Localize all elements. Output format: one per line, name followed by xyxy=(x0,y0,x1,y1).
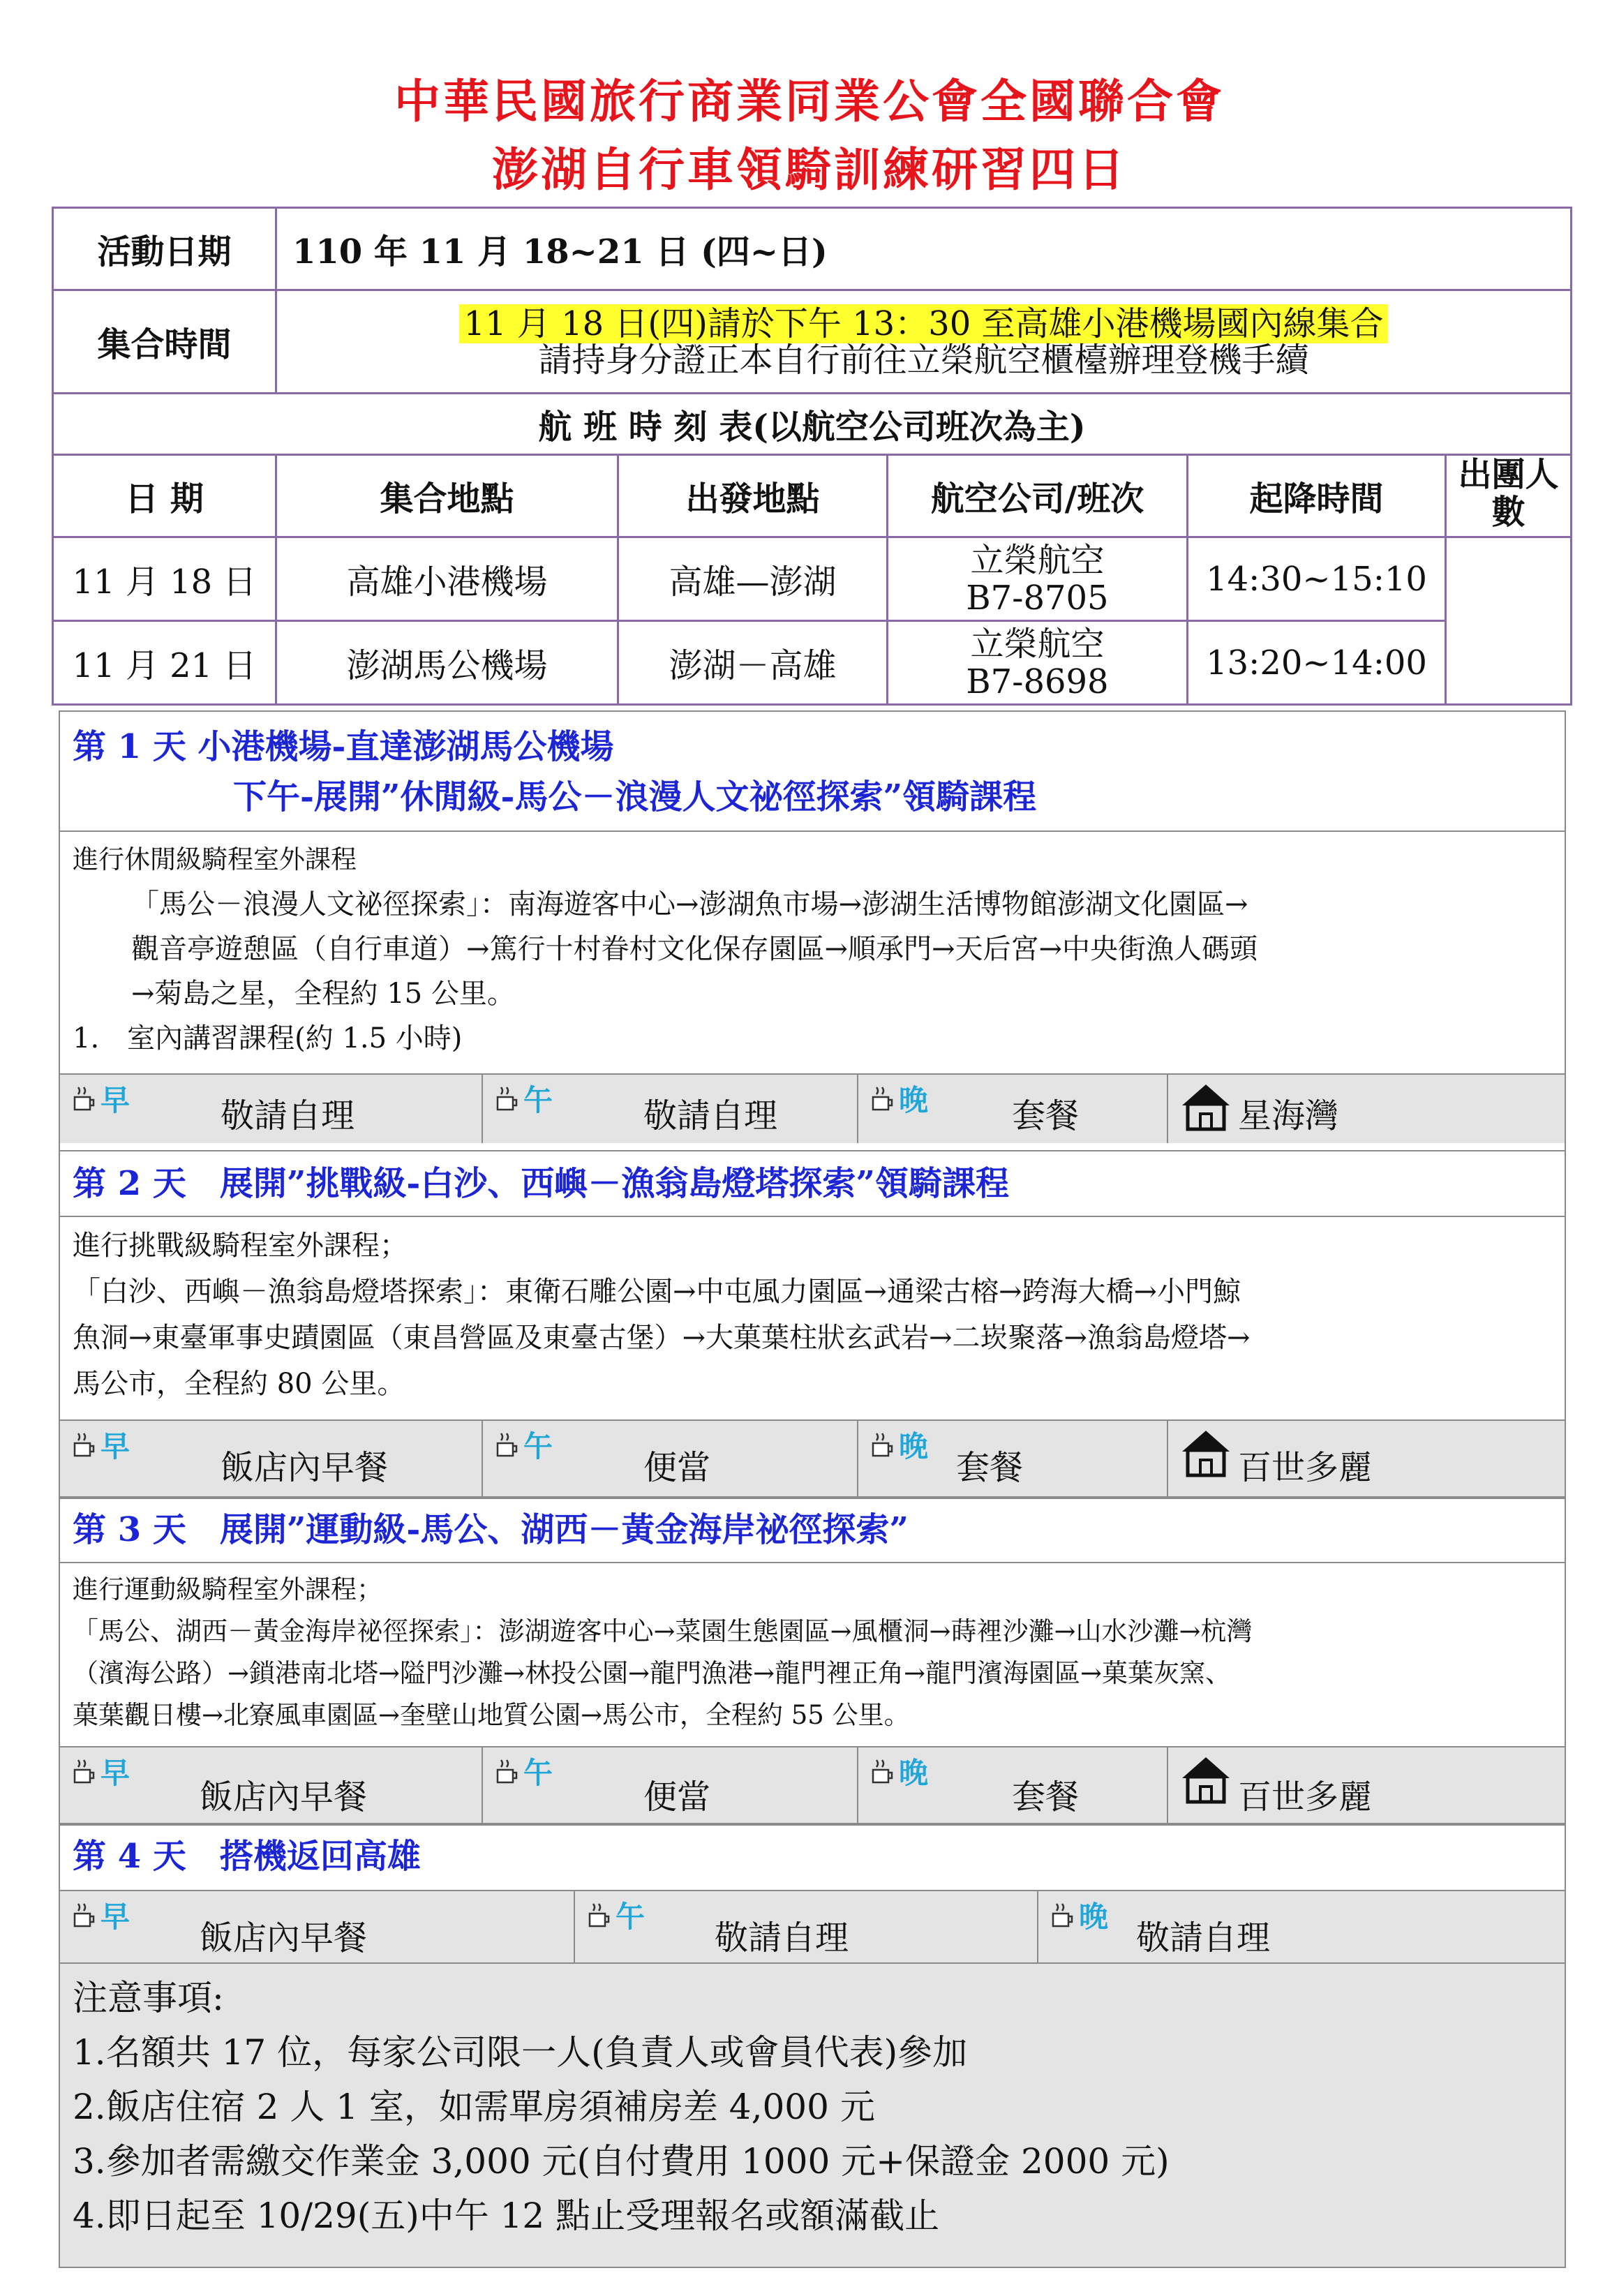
desc-line: →菊島之星，全程約 15 公里。 xyxy=(131,978,515,1010)
day-2-description xyxy=(60,1217,1565,1419)
day-4-meals xyxy=(60,1890,1565,1962)
day-3-title: 第 3 天 展開”運動級-馬公、湖西－黃金海岸祕徑探索” xyxy=(73,1510,909,1549)
table-row xyxy=(53,621,1572,705)
list-item: 1.名額共 17 位，每家公司限一人(負責人或會員代表)參加 xyxy=(73,2032,968,2073)
gather-time-note: 請持身分證正本自行前往立榮航空櫃檯辦理登機手續 xyxy=(538,340,1309,380)
lunch-cell xyxy=(575,1891,1038,1962)
dinner-text: 套餐 xyxy=(1012,1096,1080,1135)
dinner-tag: 晚 xyxy=(871,1750,928,1792)
dinner-cell xyxy=(858,1075,1168,1143)
coffee-cup-icon xyxy=(871,1084,896,1112)
list-item: 4.即日起至 10/29(五)中午 12 點止受理報名或額滿截止 xyxy=(73,2196,940,2236)
day-1-subtitle: 下午-展開”休閒級-馬公－浪漫人文祕徑探索”領騎課程 xyxy=(233,777,1037,817)
day-3-heading xyxy=(60,1498,1565,1563)
flight-date: 11 月 21 日 xyxy=(53,621,276,705)
lunch-cell xyxy=(483,1421,858,1498)
document-title: 中華民國旅行商業同業公會全國聯合會 xyxy=(394,74,1225,128)
flight-airline xyxy=(888,537,1188,621)
hotel-text: 百世多麗 xyxy=(1238,1448,1373,1487)
desc-line: 「白沙、西嶼－漁翁島燈塔探索」：東衛石雕公園→中屯風力園區→通梁古榕→跨海大橋→小門鯨 xyxy=(73,1276,1241,1308)
dinner-cell xyxy=(858,1421,1168,1498)
coffee-cup-icon xyxy=(73,1084,98,1112)
gather-time-highlight: 11 月 18 日(四)請於下午 13：30 至高雄小港機場國內線集合 xyxy=(459,304,1387,343)
coffee-cup-icon xyxy=(495,1084,521,1112)
flight-route: 高雄—澎湖 xyxy=(618,537,888,621)
hotel-text: 星海灣 xyxy=(1238,1096,1339,1135)
day-4-block xyxy=(59,1823,1566,1962)
desc-line: 「馬公、湖西－黃金海岸祕徑探索」：澎湖遊客中心→菜園生態園區→風櫃洞→蒔裡沙灘→山水沙灘→杭灣 xyxy=(73,1616,1253,1646)
breakfast-tag: 早 xyxy=(73,1078,130,1119)
coffee-cup-icon xyxy=(495,1431,521,1459)
flight-count-cell xyxy=(1446,537,1572,705)
flight-header-date: 日 期 xyxy=(53,455,276,537)
breakfast-cell xyxy=(60,1891,575,1962)
desc-line: 1. 室內講習課程(約 1.5 小時) xyxy=(73,1022,463,1054)
dinner-tag: 晚 xyxy=(871,1078,928,1119)
dinner-text: 敬請自理 xyxy=(1136,1918,1271,1958)
hotel-cell xyxy=(1168,1421,1565,1498)
flight-route: 澎湖－高雄 xyxy=(618,621,888,705)
desc-line: 觀音亭遊憩區（自行車道）→篤行十村眷村文化保存園區→順承門→天后宮→中央街漁人碼頭 xyxy=(131,933,1258,965)
activity-date-label: 活動日期 xyxy=(53,208,276,290)
desc-line: 進行運動級騎程室外課程； xyxy=(73,1574,382,1604)
dinner-cell xyxy=(858,1747,1168,1824)
lunch-tag: 午 xyxy=(495,1424,553,1466)
breakfast-text: 飯店內早餐 xyxy=(221,1448,389,1487)
lunch-text: 敬請自理 xyxy=(643,1096,778,1135)
lunch-text: 便當 xyxy=(643,1777,711,1817)
coffee-cup-icon xyxy=(1051,1901,1076,1929)
day-1-meals xyxy=(60,1073,1565,1143)
house-icon xyxy=(1179,1753,1232,1806)
day-2-meals xyxy=(60,1419,1565,1498)
lunch-text: 敬請自理 xyxy=(715,1918,849,1958)
flight-number: B7-8698 xyxy=(966,662,1109,701)
breakfast-tag: 早 xyxy=(73,1424,130,1466)
flight-schedule-title: 航 班 時 刻 表(以航空公司班次為主) xyxy=(53,394,1572,455)
flight-meet: 澎湖馬公機場 xyxy=(276,621,618,705)
day-3-block xyxy=(59,1496,1566,1826)
list-item: 2.飯店住宿 2 人 1 室，如需單房須補房差 4,000 元 xyxy=(73,2087,875,2127)
gather-time-value xyxy=(276,290,1572,394)
flight-time: 14:30~15:10 xyxy=(1188,537,1446,621)
desc-line: 進行休閒級騎程室外課程 xyxy=(73,844,357,874)
coffee-cup-icon xyxy=(73,1901,98,1929)
day-2-heading xyxy=(60,1151,1565,1217)
house-icon xyxy=(1179,1080,1232,1133)
flight-header-meet: 集合地點 xyxy=(276,455,618,537)
coffee-cup-icon xyxy=(871,1431,896,1459)
flight-header-time: 起降時間 xyxy=(1188,455,1446,537)
dinner-tag: 晚 xyxy=(871,1424,928,1466)
flight-number: B7-8705 xyxy=(966,578,1109,618)
desc-line: 「馬公－浪漫人文祕徑探索」：南海遊客中心→澎湖魚市場→澎湖生活博物館澎湖文化園區→ xyxy=(131,888,1248,920)
flight-meet: 高雄小港機場 xyxy=(276,537,618,621)
airline-name: 立榮航空 xyxy=(970,540,1105,580)
flight-airline xyxy=(888,621,1188,705)
breakfast-text: 敬請自理 xyxy=(221,1096,355,1135)
day-3-meals xyxy=(60,1746,1565,1824)
lunch-cell xyxy=(483,1747,858,1824)
day-1-title: 第 1 天 小港機場-直達澎湖馬公機場 xyxy=(73,727,614,766)
desc-line: 魚洞→東臺軍事史蹟園區（東昌營區及東臺古堡）→大菓葉柱狀玄武岩→二崁聚落→漁翁島燈塔→ xyxy=(73,1322,1251,1354)
dinner-text: 套餐 xyxy=(956,1448,1024,1487)
day-3-description xyxy=(60,1563,1565,1746)
breakfast-tag: 早 xyxy=(73,1750,130,1792)
lunch-tag: 午 xyxy=(588,1894,645,1936)
desc-line: （濱海公路）→鎖港南北塔→隘門沙灘→林投公園→龍門漁港→龍門裡正角→龍門濱海園區→菓葉灰窯、 xyxy=(73,1658,1232,1688)
coffee-cup-icon xyxy=(871,1757,896,1785)
notes-block xyxy=(59,1962,1566,2268)
hotel-text: 百世多麗 xyxy=(1238,1777,1373,1817)
hotel-cell xyxy=(1168,1075,1565,1143)
desc-line: 菓葉觀日樓→北寮風車園區→奎壁山地質公園→馬公市，全程約 55 公里。 xyxy=(73,1700,910,1730)
lunch-cell xyxy=(483,1075,858,1143)
list-item: 3.參加者需繳交作業金 3,000 元(自付費用 1000 元+保證金 2000 元) xyxy=(73,2141,1170,2182)
lunch-text: 便當 xyxy=(643,1448,711,1487)
breakfast-tag: 早 xyxy=(73,1894,130,1936)
document-subtitle: 澎湖自行車領騎訓練研習四日 xyxy=(492,142,1127,197)
day-2-block xyxy=(59,1150,1566,1499)
desc-line: 進行挑戰級騎程室外課程； xyxy=(73,1230,408,1262)
house-icon xyxy=(1179,1426,1232,1479)
day-4-heading xyxy=(60,1824,1565,1890)
activity-date-value: 110 年 11 月 18~21 日 (四~日) xyxy=(276,208,1572,290)
day-1-heading xyxy=(60,712,1565,832)
breakfast-cell xyxy=(60,1075,483,1143)
airline-name: 立榮航空 xyxy=(970,624,1105,664)
coffee-cup-icon xyxy=(73,1431,98,1459)
breakfast-text: 飯店內早餐 xyxy=(200,1777,368,1817)
table-row xyxy=(53,537,1572,621)
breakfast-text: 飯店內早餐 xyxy=(200,1918,368,1958)
lunch-tag: 午 xyxy=(495,1750,553,1792)
flight-date: 11 月 18 日 xyxy=(53,537,276,621)
gather-time-label: 集合時間 xyxy=(53,290,276,394)
breakfast-cell xyxy=(60,1747,483,1824)
notes-title: 注意事項: xyxy=(73,1978,224,2018)
flight-header-route: 出發地點 xyxy=(618,455,888,537)
dinner-tag: 晚 xyxy=(1051,1894,1108,1936)
coffee-cup-icon xyxy=(495,1757,521,1785)
flight-header-count: 出團人數 xyxy=(1446,455,1572,537)
day-2-title: 第 2 天 展開”挑戰級-白沙、西嶼－漁翁島燈塔探索”領騎課程 xyxy=(73,1164,1009,1203)
day-1-description xyxy=(60,832,1565,1073)
dinner-text: 套餐 xyxy=(1012,1777,1080,1817)
hotel-cell xyxy=(1168,1747,1565,1824)
coffee-cup-icon xyxy=(73,1757,98,1785)
notes-list xyxy=(60,1964,1565,2250)
day-4-title: 第 4 天 搭機返回高雄 xyxy=(73,1837,421,1876)
breakfast-cell xyxy=(60,1421,483,1498)
lunch-tag: 午 xyxy=(495,1078,553,1119)
dinner-cell xyxy=(1038,1891,1565,1962)
flight-time: 13:20~14:00 xyxy=(1188,621,1446,705)
info-flight-table xyxy=(52,207,1572,706)
desc-line: 馬公市，全程約 80 公里。 xyxy=(73,1368,405,1400)
coffee-cup-icon xyxy=(588,1901,613,1929)
flight-header-airline: 航空公司/班次 xyxy=(888,455,1188,537)
